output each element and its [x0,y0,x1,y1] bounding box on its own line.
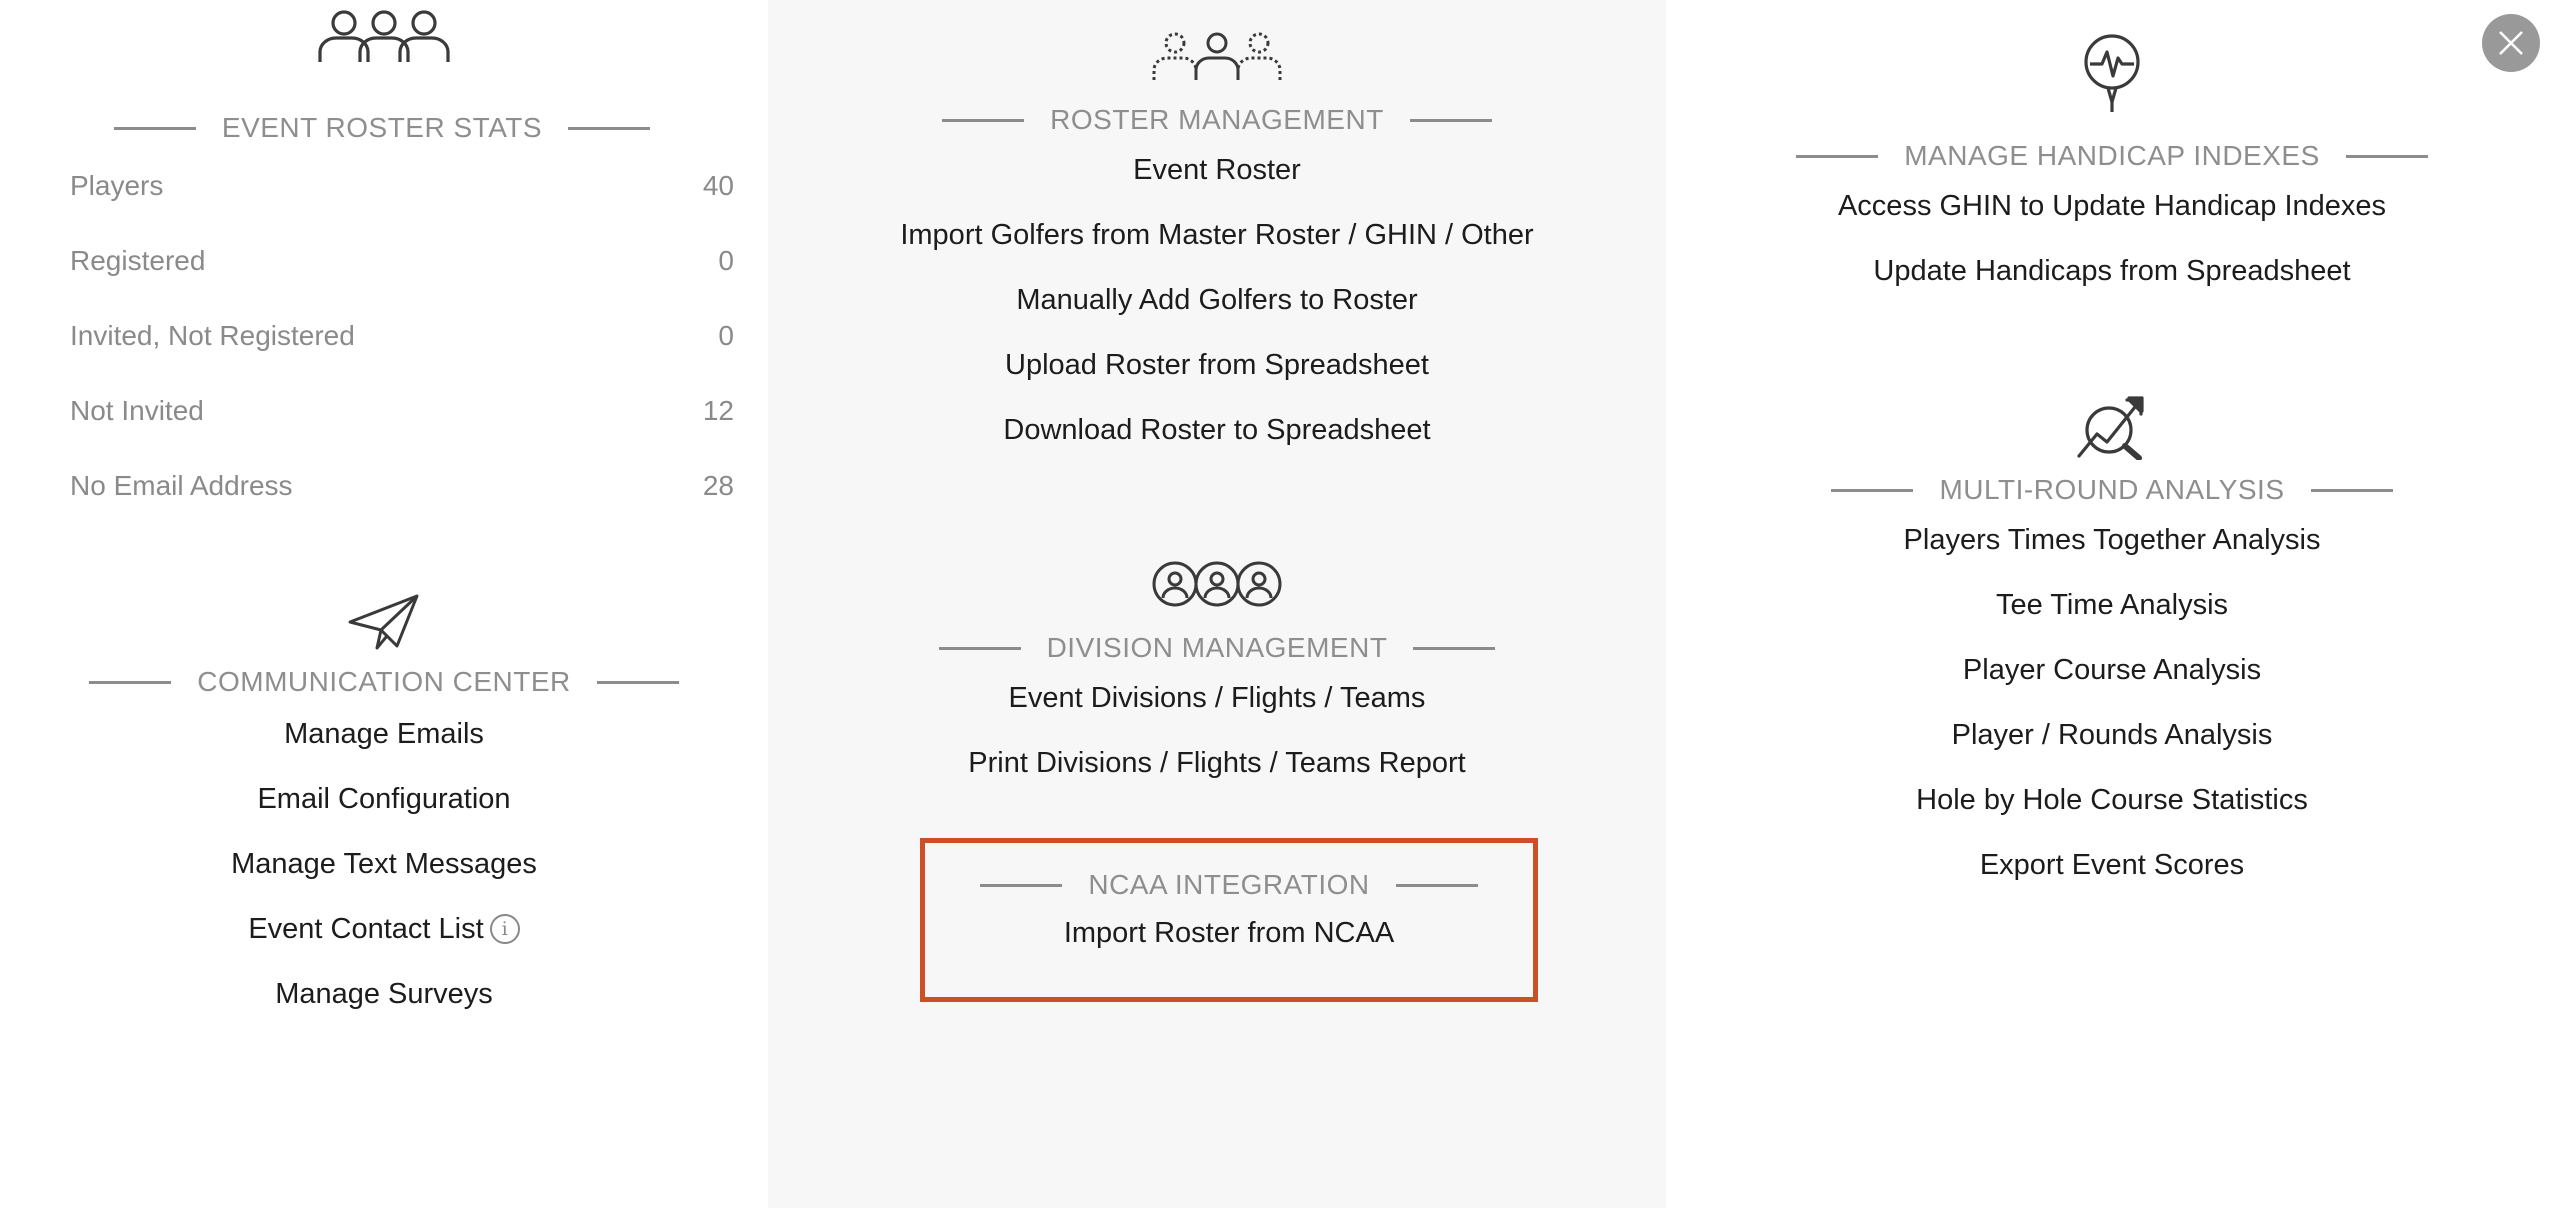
paper-plane-icon [0,576,768,652]
stat-label: Invited, Not Registered [70,320,355,351]
manage-surveys-link[interactable]: Manage Surveys [275,978,493,1010]
division-management-section [768,536,1666,796]
heading-rule [2346,155,2428,158]
heading-rule [1396,884,1478,887]
division-management-heading [768,628,1666,668]
analysis-links [1666,508,2558,898]
stat-label: No Email Address [70,470,293,501]
stat-row-not-invited [70,373,734,448]
roster-management-links [768,138,1666,463]
ncaa-integration-title: NCAA INTEGRATION [1088,869,1370,900]
stat-label: Players [70,170,164,201]
close-button[interactable] [2482,14,2540,72]
event-roster-link[interactable]: Event Roster [1133,154,1301,186]
manage-emails-link[interactable]: Manage Emails [284,718,484,750]
player-rounds-analysis-link[interactable]: Player / Rounds Analysis [1951,719,2273,751]
roster-stats-list [70,148,734,523]
heading-rule [89,681,171,684]
heading-rule [597,681,679,684]
event-roster-stats-section [0,0,768,523]
communication-center-section [0,576,768,1027]
email-configuration-link[interactable]: Email Configuration [257,783,511,815]
access-ghin-link[interactable]: Access GHIN to Update Handicap Indexes [1837,190,2387,222]
roster-group-icon [768,0,1666,82]
heading-rule [1410,119,1492,122]
roster-management-heading [768,100,1666,140]
heading-rule [939,647,1021,650]
print-divisions-report-link[interactable]: Print Divisions / Flights / Teams Report [968,747,1466,779]
ncaa-integration-section [920,838,1538,1002]
group-icon [0,0,768,66]
manage-text-messages-link[interactable]: Manage Text Messages [231,848,537,880]
heading-rule [1796,155,1878,158]
communication-center-heading [0,662,768,702]
manually-add-golfers-link[interactable]: Manually Add Golfers to Roster [1016,284,1418,316]
player-course-analysis-link[interactable]: Player Course Analysis [1962,654,2262,686]
heading-rule [980,884,1062,887]
heading-rule [2311,489,2393,492]
divisions-icon [768,536,1666,610]
handicap-links [1666,174,2558,304]
handicap-indexes-title: MANAGE HANDICAP INDEXES [1904,140,2320,171]
event-contact-list-link[interactable]: Event Contact List [248,913,484,945]
roster-management-section [768,0,1666,463]
stat-row-invited-not-registered [70,298,734,373]
players-times-together-link[interactable]: Players Times Together Analysis [1903,524,2321,556]
multi-round-analysis-section [1666,386,2558,898]
division-management-title: DIVISION MANAGEMENT [1046,632,1388,663]
division-management-links [768,666,1666,796]
roster-management-title: ROSTER MANAGEMENT [1050,104,1384,135]
tee-time-analysis-link[interactable]: Tee Time Analysis [1995,589,2229,621]
middle-column [768,0,1666,1208]
event-divisions-link[interactable]: Event Divisions / Flights / Teams [1008,682,1426,714]
heading-rule [1413,647,1495,650]
handicap-indexes-heading [1666,136,2558,176]
info-icon[interactable]: i [490,914,520,944]
left-column [0,0,768,1208]
heading-rule [942,119,1024,122]
analysis-chart-icon [1666,386,2558,460]
multi-round-analysis-title: MULTI-ROUND ANALYSIS [1939,474,2285,505]
stat-value: 0 [718,245,734,276]
heading-rule [1831,489,1913,492]
heartbeat-pin-icon [1666,0,2558,114]
event-roster-stats-title: EVENT ROSTER STATS [221,112,543,143]
ncaa-integration-heading [925,865,1533,905]
update-handicaps-spreadsheet-link[interactable]: Update Handicaps from Spreadsheet [1873,255,2351,287]
event-contact-list-item [0,897,768,962]
stat-label: Registered [70,245,206,276]
stat-value: 0 [718,320,734,351]
stat-value: 12 [702,395,734,426]
stat-row-no-email [70,448,734,523]
close-icon [2498,30,2524,56]
import-roster-ncaa-link[interactable]: Import Roster from NCAA [1063,917,1395,949]
handicap-indexes-section [1666,0,2558,304]
stat-value: 40 [702,170,734,201]
stat-label: Not Invited [70,395,204,426]
upload-roster-link[interactable]: Upload Roster from Spreadsheet [1005,349,1429,381]
ncaa-integration-links [925,901,1533,966]
heading-rule [114,127,196,130]
event-roster-stats-heading [0,108,768,148]
communication-center-title: COMMUNICATION CENTER [197,666,571,697]
import-golfers-link[interactable]: Import Golfers from Master Roster / GHIN / Other [900,219,1534,251]
stat-row-registered [70,223,734,298]
stat-row-players [70,148,734,223]
stat-value: 28 [702,470,734,501]
export-event-scores-link[interactable]: Export Event Scores [1979,849,2245,881]
communication-links [0,702,768,1027]
multi-round-analysis-heading [1666,470,2558,510]
download-roster-link[interactable]: Download Roster to Spreadsheet [1003,414,1431,446]
hole-by-hole-stats-link[interactable]: Hole by Hole Course Statistics [1916,784,2308,816]
right-column [1666,0,2558,1208]
heading-rule [568,127,650,130]
